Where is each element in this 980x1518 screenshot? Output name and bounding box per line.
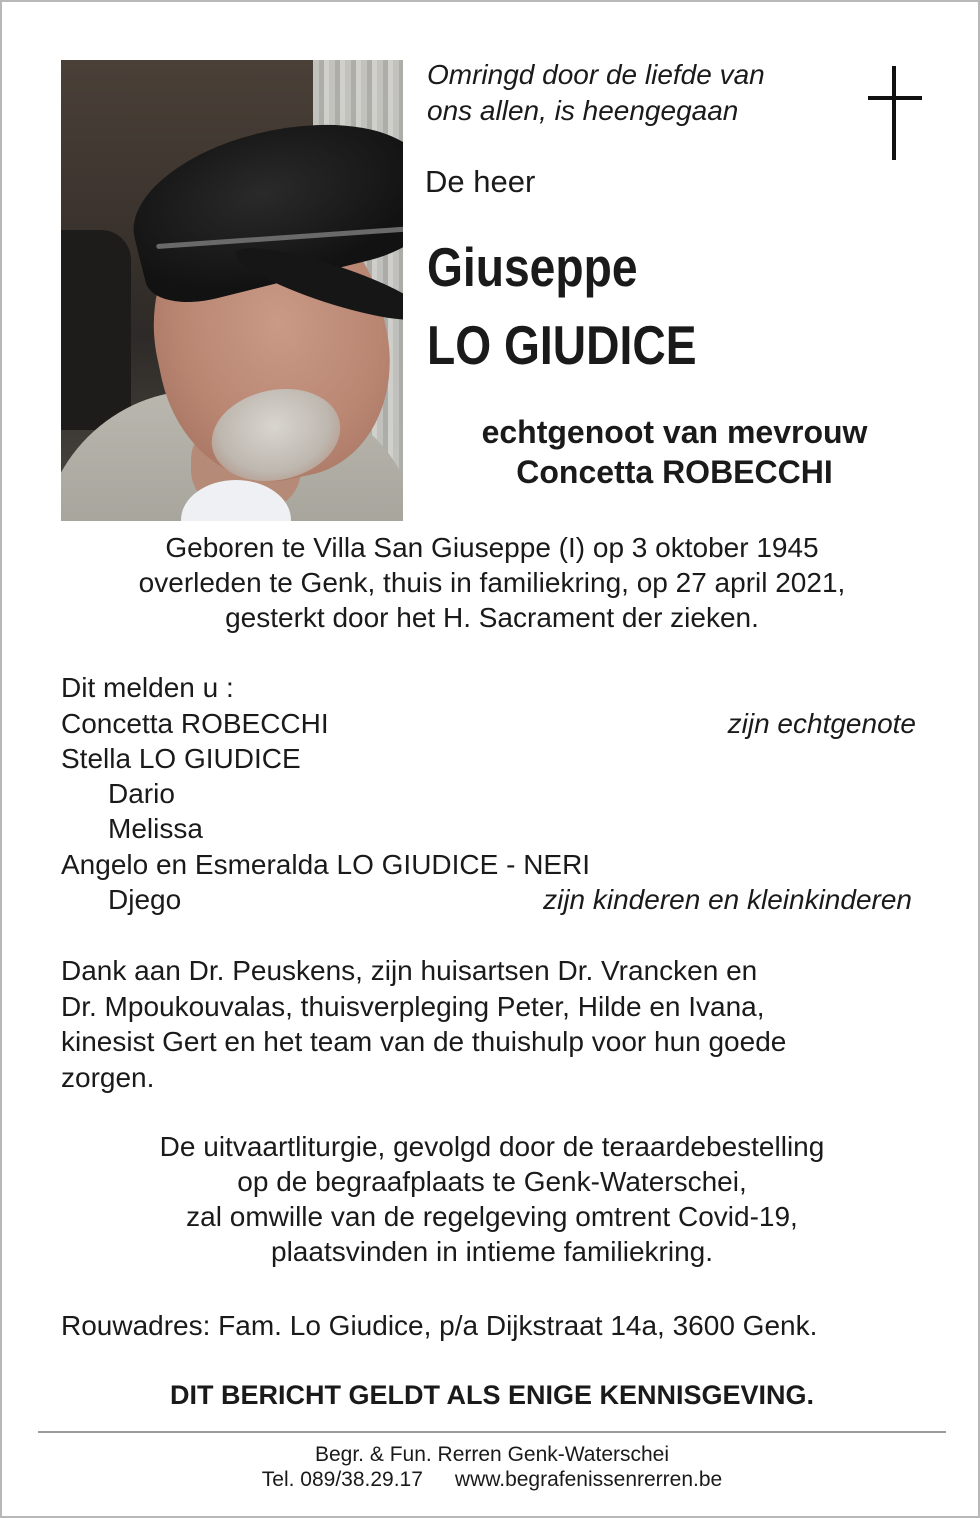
undertaker-contact <box>42 1467 942 1492</box>
notice-text: DIT BERICHT GELDT ALS ENIGE KENNISGEVING. <box>169 1380 815 1410</box>
relation-children: zijn kinderen en kleinkinderen <box>543 884 912 915</box>
cross-icon <box>868 66 922 160</box>
announcer-line: Stella LO GIUDICE <box>61 743 301 774</box>
intro-text: Omringd door de liefde van ons allen, is heengegaan <box>427 59 765 126</box>
undertaker-name: Begr. & Fun. Rerren Genk-Waterschei <box>314 1443 670 1466</box>
announcer-line: Angelo en Esmeralda LO GIUDICE - NERI <box>61 849 591 880</box>
deceased-last-name: LO GIUDICE <box>427 314 697 376</box>
deceased-first-name: Giuseppe <box>427 236 638 298</box>
mourning-address: Rouwadres: Fam. Lo Giudice, p/a Dijkstraat 14a, 3600 Genk. <box>61 1310 818 1341</box>
thanks-paragraph: Dank aan Dr. Peuskens, zijn huisartsen Dr. Vrancken en Dr. Mpoukouvalas, thuisverpleging Peter, Hilde en Ivana, kinesist Gert en het team van de thuishulp voor hun goede zorgen. <box>61 955 787 1093</box>
phone-number: Tel. 089/38.29.17 <box>261 1468 423 1491</box>
announcer-line: Concetta ROBECCHI <box>61 708 329 739</box>
announcer-line: Djego <box>108 884 182 915</box>
portrait-photo <box>61 60 403 521</box>
funeral-paragraph: De uitvaartliturgie, gevolgd door de teraardebestelling op de begraafplaats te Genk-Waterschei, zal omwille van de regelgeving omtrent Covid-19, plaatsvinden in intieme familiekring. <box>159 1131 825 1267</box>
announcer-line: Dario <box>108 778 175 809</box>
spouse-line-1: echtgenoot van mevrouw <box>481 414 868 450</box>
website-link[interactable]: www.begrafenissenrerren.be <box>454 1468 723 1491</box>
honorific: De heer <box>425 164 536 199</box>
birth-death-details: Geboren te Villa San Giuseppe (I) op 3 oktober 1945 overleden te Genk, thuis in familiekring, op 27 april 2021, gesterkt door het H. Sacrament der zieken. <box>138 532 846 633</box>
footer-divider <box>38 1431 946 1433</box>
relation-spouse: zijn echtgenote <box>727 708 916 739</box>
spouse-line-2: Concetta ROBECCHI <box>516 454 833 490</box>
announcer-line: Melissa <box>108 813 203 844</box>
announcers-heading: Dit melden u : <box>61 672 234 703</box>
